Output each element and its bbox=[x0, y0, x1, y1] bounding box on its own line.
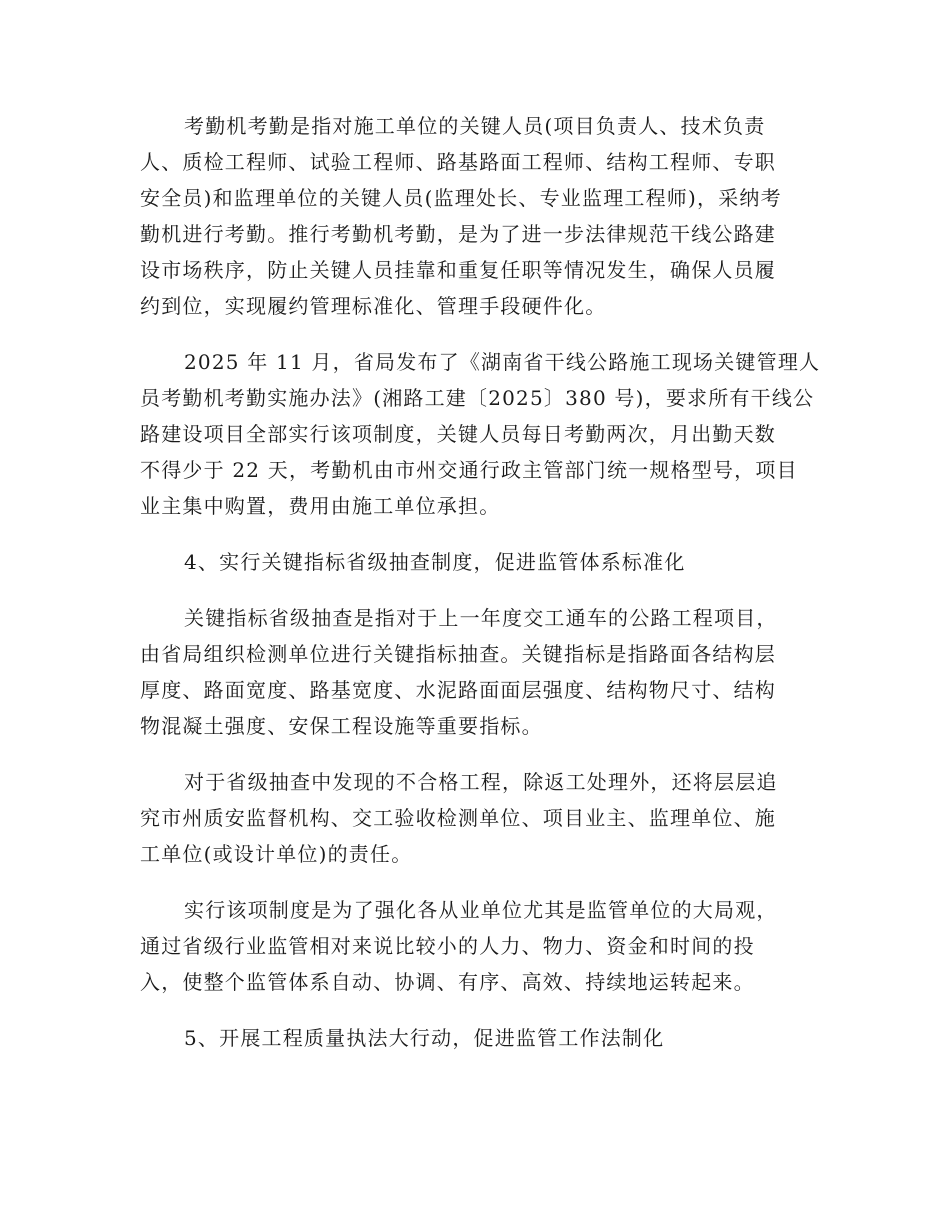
section-heading-5 bbox=[140, 1020, 812, 1056]
heading-text: 5、开展工程质量执法大行动，促进监管工作法制化 bbox=[184, 1026, 665, 1050]
text-line: 员考勤机考勤实施办法》(湘路工建〔2025〕380 号)，要求所有干线公 bbox=[140, 386, 815, 410]
text-line: 工单位(或设计单位)的责任。 bbox=[140, 842, 413, 866]
text-line: 路建设项目全部实行该项制度，关键人员每日考勤两次，月出勤天数 bbox=[140, 422, 776, 446]
heading-text: 4、实行关键指标省级抽查制度，促进监管体系标准化 bbox=[184, 550, 686, 574]
text-line: 不得少于 22 天，考勤机由市州交通行政主管部门统一规格型号，项目 bbox=[140, 458, 798, 482]
text-line: 物混凝土强度、安保工程设施等重要指标。 bbox=[140, 714, 543, 738]
paragraph-attendance-definition bbox=[140, 108, 812, 324]
text-line: 入，使整个监管体系自动、协调、有序、高效、持续地运转起来。 bbox=[140, 970, 755, 994]
paragraph-key-indicators bbox=[140, 600, 812, 744]
text-line: 设市场秩序，防止关键人员挂靠和重复任职等情况发生，确保人员履 bbox=[140, 258, 776, 282]
text-line: 究市州质安监督机构、交工验收检测单位、项目业主、监理单位、施 bbox=[140, 806, 776, 830]
section-heading-4 bbox=[140, 544, 812, 580]
text-line: 约到位，实现履约管理标准化、管理手段硬件化。 bbox=[140, 294, 607, 318]
text-line: 业主集中购置，费用由施工单位承担。 bbox=[140, 494, 501, 518]
text-line: 厚度、路面宽度、路基宽度、水泥路面面层强度、结构物尺寸、结构 bbox=[140, 678, 776, 702]
paragraph-attendance-policy bbox=[140, 344, 821, 524]
text-line: 通过省级行业监管相对来说比较小的人力、物力、资金和时间的投 bbox=[140, 934, 755, 958]
text-line: 考勤机考勤是指对施工单位的关键人员(项目负责人、技术负责 bbox=[184, 114, 766, 138]
text-line: 关键指标省级抽查是指对于上一年度交工通车的公路工程项目， bbox=[184, 606, 778, 630]
text-line: 2025 年 11 月，省局发布了《湖南省干线公路施工现场关键管理人 bbox=[184, 350, 821, 374]
text-line: 勤机进行考勤。推行考勤机考勤，是为了进一步法律规范干线公路建 bbox=[140, 222, 776, 246]
paragraph-purpose bbox=[140, 892, 812, 1000]
text-line: 实行该项制度是为了强化各从业单位尤其是监管单位的大局观， bbox=[184, 898, 778, 922]
paragraph-accountability bbox=[140, 764, 812, 872]
document-body bbox=[140, 108, 821, 1076]
text-line: 由省局组织检测单位进行关键指标抽查。关键指标是指路面各结构层 bbox=[140, 642, 776, 666]
text-line: 安全员)和监理单位的关键人员(监理处长、专业监理工程师)，采纳考 bbox=[140, 186, 782, 210]
text-line: 对于省级抽查中发现的不合格工程，除返工处理外，还将层层追 bbox=[184, 770, 778, 794]
text-line: 人、质检工程师、试验工程师、路基路面工程师、结构工程师、专职 bbox=[140, 150, 776, 174]
